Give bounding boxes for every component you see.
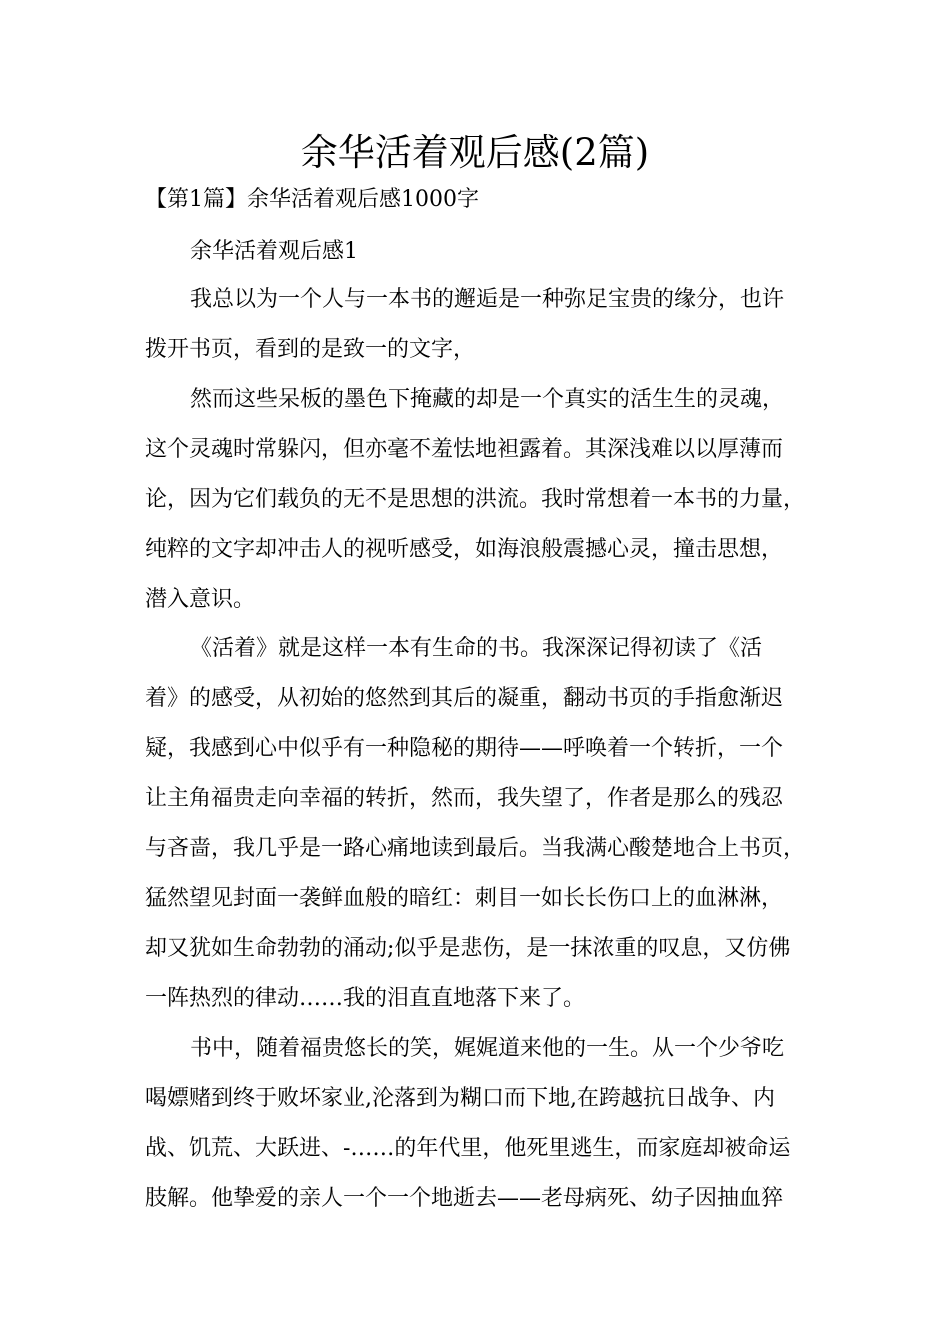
paragraph-line: 这个灵魂时常躲闪，但亦毫不羞怯地袒露着。其深浅难以以厚薄而 <box>145 437 784 462</box>
paragraph-line: 拨开书页，看到的是致一的文字， <box>145 337 476 362</box>
paragraph-line: 《活着》就是这样一本有生命的书。我深深记得初读了《活 <box>190 636 763 661</box>
paragraph-line: 却又犹如生命勃勃的涌动;似乎是悲伤，是一抹浓重的叹息，又仿佛 <box>145 936 791 961</box>
paragraph-line: 肢解。他挚爱的亲人一个一个地逝去——老母病死、幼子因抽血猝 <box>145 1186 784 1211</box>
paragraph-line: 纯粹的文字却冲击人的视听感受，如海浪般震撼心灵，撞击思想， <box>145 537 784 562</box>
document-title: 余华活着观后感(2篇) <box>300 131 650 174</box>
paragraph-line: 猛然望见封面一袭鲜血般的暗红：刺目一如长长伤口上的血淋淋， <box>145 886 784 911</box>
paragraph-line: 一阵热烈的律动……我的泪直直地落下来了。 <box>145 986 586 1011</box>
paragraph-line: 然而这些呆板的墨色下掩藏的却是一个真实的活生生的灵魂， <box>190 387 785 412</box>
paragraph-line: 让主角福贵走向幸福的转折，然而，我失望了，作者是那么的残忍 <box>145 786 784 811</box>
paragraph-line: 喝嫖赌到终于败坏家业,沦落到为糊口而下地,在跨越抗日战争、内 <box>145 1086 775 1111</box>
paragraph-line: 书中，随着福贵悠长的笑，娓娓道来他的一生。从一个少爷吃 <box>190 1036 785 1061</box>
paragraph-line: 潜入意识。 <box>145 587 256 612</box>
paragraph-line: 我总以为一个人与一本书的邂逅是一种弥足宝贵的缘分，也许 <box>190 287 785 312</box>
section-heading: 【第1篇】余华活着观后感1000字 <box>145 187 479 212</box>
subheading: 余华活着观后感1 <box>190 239 358 264</box>
paragraph-line: 疑，我感到心中似乎有一种隐秘的期待——呼唤着一个转折，一个 <box>145 736 784 761</box>
paragraph-line: 战、饥荒、大跃进、-……的年代里，他死里逃生，而家庭却被命运 <box>145 1136 791 1161</box>
paragraph-line: 着》的感受，从初始的悠然到其后的凝重，翻动书页的手指愈渐迟 <box>145 686 784 711</box>
paragraph-line: 与吝啬，我几乎是一路心痛地读到最后。当我满心酸楚地合上书页， <box>145 836 806 861</box>
paragraph-line: 论，因为它们载负的无不是思想的洪流。我时常想着一本书的力量， <box>145 487 806 512</box>
